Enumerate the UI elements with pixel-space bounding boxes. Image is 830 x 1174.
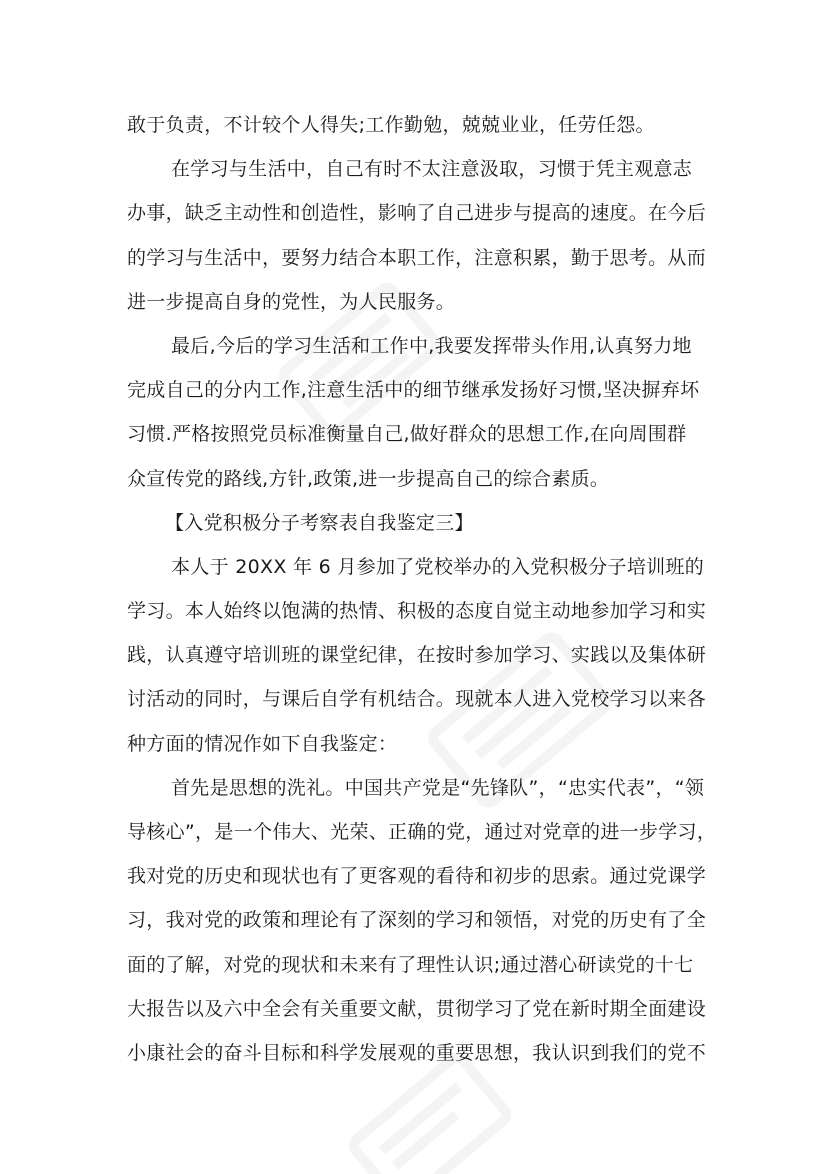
- text-line: 面的了解，对党的现状和未来有了理性认识;通过潜心研读党的十七: [127, 953, 694, 976]
- text-line: 首先是思想的洗礼。中国共产党是“先锋队”，“忠实代表”，“领: [171, 776, 705, 799]
- text-line: 小康社会的奋斗目标和科学发展观的重要思想，我认识到我们的党不: [127, 1041, 707, 1064]
- text-line: 种方面的情况作如下自我鉴定：: [127, 732, 398, 755]
- section-heading: 【入党积极分子考察表自我鉴定三】: [165, 511, 474, 534]
- text-line: 学习。本人始终以饱满的热情、积极的态度自觉主动地参加学习和实: [127, 600, 707, 623]
- text-line: 讨活动的同时，与课后自学有机结合。现就本人进入党校学习以来各: [127, 688, 707, 711]
- text-line: 习，我对党的政策和理论有了深刻的学习和领悟，对党的历史有了全: [127, 909, 707, 932]
- text-line: 习惯.严格按照党员标准衡量自己,做好群众的思想工作,在向周围群: [127, 423, 687, 446]
- text-line: 本人于 20XX 年 6 月参加了党校举办的入党积极分子培训班的: [171, 555, 705, 578]
- text-line: 众宣传党的路线,方针,政策,进一步提高自己的综合素质。: [127, 467, 610, 490]
- text-line: 践，认真遵守培训班的课堂纪律，在按时参加学习、实践以及集体研: [127, 644, 707, 667]
- text-line: 最后,今后的学习生活和工作中,我要发挥带头作用,认真努力地: [171, 334, 692, 357]
- text-line: 进一步提高自身的党性，为人民服务。: [127, 290, 456, 313]
- text-line: 导核心”，是一个伟大、光荣、正确的党，通过对党章的进一步学习，: [127, 821, 717, 843]
- document-body: [127, 103, 717, 1075]
- text-line: 办事，缺乏主动性和创造性，影响了自己进步与提高的速度。在今后: [127, 202, 707, 225]
- text-line: 的学习与生活中，要努力结合本职工作，注意积累，勤于思考。从而: [127, 246, 707, 269]
- text-line: 敢于负责，不计较个人得失;工作勤勉，兢兢业业，任劳任怨。: [127, 114, 655, 136]
- text-line: 完成自己的分内工作,注意生活中的细节继承发扬好习惯,坚决摒弃坏: [127, 379, 700, 402]
- text-line: 在学习与生活中，自己有时不太注意汲取，习惯于凭主观意志: [171, 158, 693, 181]
- text-line: 我对党的历史和现状也有了更客观的看待和初步的思索。通过党课学: [127, 865, 707, 888]
- text-line: 大报告以及六中全会有关重要文献，贯彻学习了党在新时期全面建设: [127, 997, 707, 1020]
